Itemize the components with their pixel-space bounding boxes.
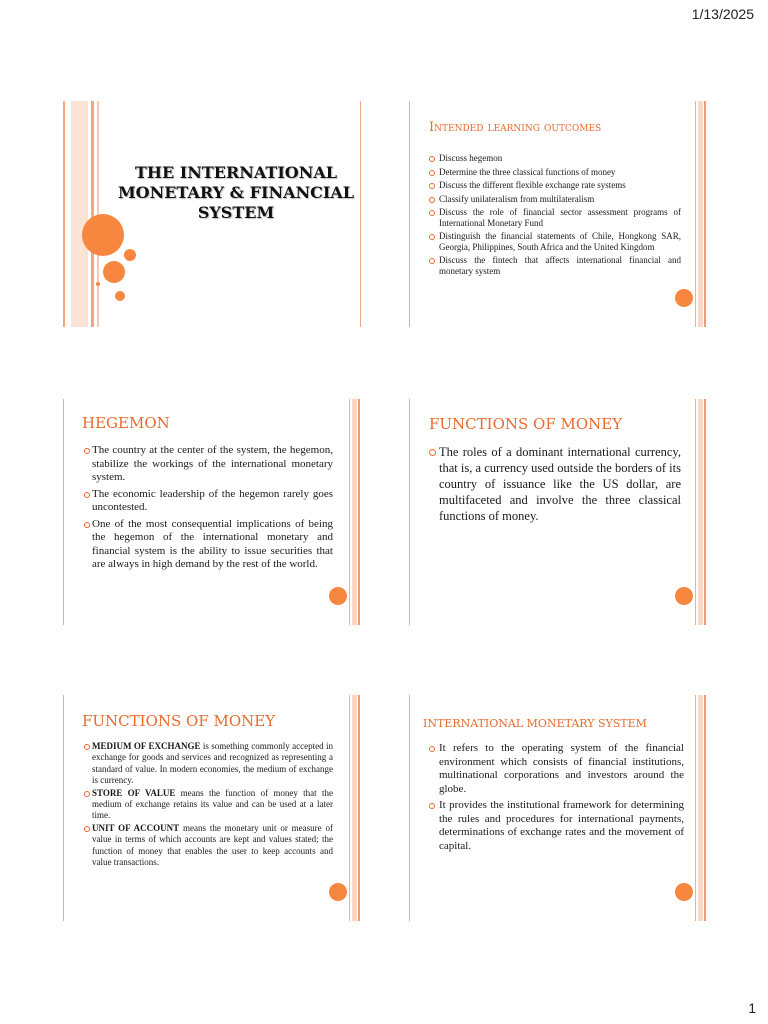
- list-item: One of the most consequential implications of being the hegemon of the international monetary and financial system is the ability to issue securities that are always in high demand by the rest of the world.: [84, 518, 333, 572]
- decorative-stripes: [695, 101, 707, 327]
- term-definition: is something commonly accepted in exchange for goods and services and recognized as representing a standard of value. In modern economies, the medium of exchange is currency.: [92, 741, 333, 786]
- slide-functions-of-money-intro: [409, 399, 707, 625]
- term-label: MEDIUM OF EXCHANGE: [92, 741, 201, 751]
- term-definition: means the function of money that the medium of exchange retains its value and can be used at a later time.: [92, 787, 333, 821]
- list-item: [84, 741, 333, 787]
- slide-border: [409, 695, 410, 921]
- slide-learning-outcomes: [409, 101, 707, 327]
- term-label: UNIT OF ACCOUNT: [92, 822, 180, 833]
- term-definition: means the monetary unit or measure of value in terms of which accounts are kept and values stated; the function of money that enables the user to keep accounts and value transactions.: [92, 822, 333, 868]
- decorative-circle-small: [115, 291, 125, 301]
- decorative-stripes: [349, 695, 361, 921]
- list-item: Discuss the fintech that affects international financial and monetary system: [429, 255, 681, 276]
- list-item: [84, 788, 333, 822]
- decorative-circle: [675, 289, 693, 307]
- slide-heading: FUNCTIONS OF MONEY: [82, 712, 276, 730]
- slide-title: [63, 101, 361, 327]
- page-number: 1: [748, 1000, 756, 1016]
- decorative-stripes: [349, 399, 361, 625]
- decorative-circle-medium: [103, 261, 125, 283]
- decorative-circle: [675, 883, 693, 901]
- slide-border: [409, 101, 410, 327]
- decorative-circle: [329, 587, 347, 605]
- decorative-circle-tiny: [96, 282, 100, 286]
- ims-list: [429, 742, 684, 856]
- list-item: It refers to the operating system of the financial environment which consists of financial institutions, multinational corporations and investors around the globe.: [429, 742, 684, 796]
- list-item: It provides the institutional framework for determining the rules and procedures for international payments, determinations of exchange rates and the movement of capital.: [429, 799, 684, 853]
- slide-border: [63, 695, 64, 921]
- decorative-circle: [329, 883, 347, 901]
- slide-hegemon: [63, 399, 361, 625]
- slide-functions-of-money-definitions: [63, 695, 361, 921]
- term-label: STORE OF VALUE: [92, 787, 176, 798]
- decorative-circle: [675, 587, 693, 605]
- list-item: Determine the three classical functions of money: [429, 167, 681, 178]
- slide-border: [63, 399, 64, 625]
- list-item: The roles of a dominant international currency, that is, a currency used outside the borders of its country of issuance like the US dollar, are multifaceted and involve the three classical functions of money.: [429, 444, 681, 524]
- slide-heading: HEGEMON: [82, 414, 170, 432]
- slide-border: [360, 101, 361, 327]
- list-item: Discuss the role of financial sector assessment programs of International Monetary Fund: [429, 207, 681, 228]
- list-item: The country at the center of the system, the hegemon, stabilize the workings of the international monetary system.: [84, 444, 333, 485]
- slide-heading: INTERNATIONAL MONETARY SYSTEM: [423, 717, 647, 730]
- decorative-circle-small: [124, 249, 136, 261]
- hegemon-list: [84, 444, 333, 575]
- list-item: [84, 823, 333, 869]
- presentation-title: THE INTERNATIONAL MONETARY & FINANCIAL SYSTEM: [117, 163, 355, 222]
- decorative-stripes: [695, 399, 707, 625]
- page-date: 1/13/2025: [691, 6, 754, 22]
- slide-heading: FUNCTIONS OF MONEY: [429, 415, 623, 433]
- list-item: The economic leadership of the hegemon rarely goes uncontested.: [84, 488, 333, 515]
- outcomes-list: [429, 153, 681, 279]
- functions-intro-list: [429, 444, 681, 524]
- list-item: Distinguish the financial statements of Chile, Hongkong SAR, Georgia, Philippines, South Africa and the United Kingdom: [429, 231, 681, 252]
- functions-definitions-list: [84, 741, 333, 869]
- slide-border: [409, 399, 410, 625]
- list-item: Discuss hegemon: [429, 153, 681, 164]
- decorative-circle-large: [82, 214, 124, 256]
- list-item: Classify unilateralism from multilateralism: [429, 194, 681, 205]
- slide-international-monetary-system: [409, 695, 707, 921]
- decorative-stripes: [695, 695, 707, 921]
- slide-heading: Intended learning outcomes: [429, 120, 602, 135]
- list-item: Discuss the different flexible exchange rate systems: [429, 180, 681, 191]
